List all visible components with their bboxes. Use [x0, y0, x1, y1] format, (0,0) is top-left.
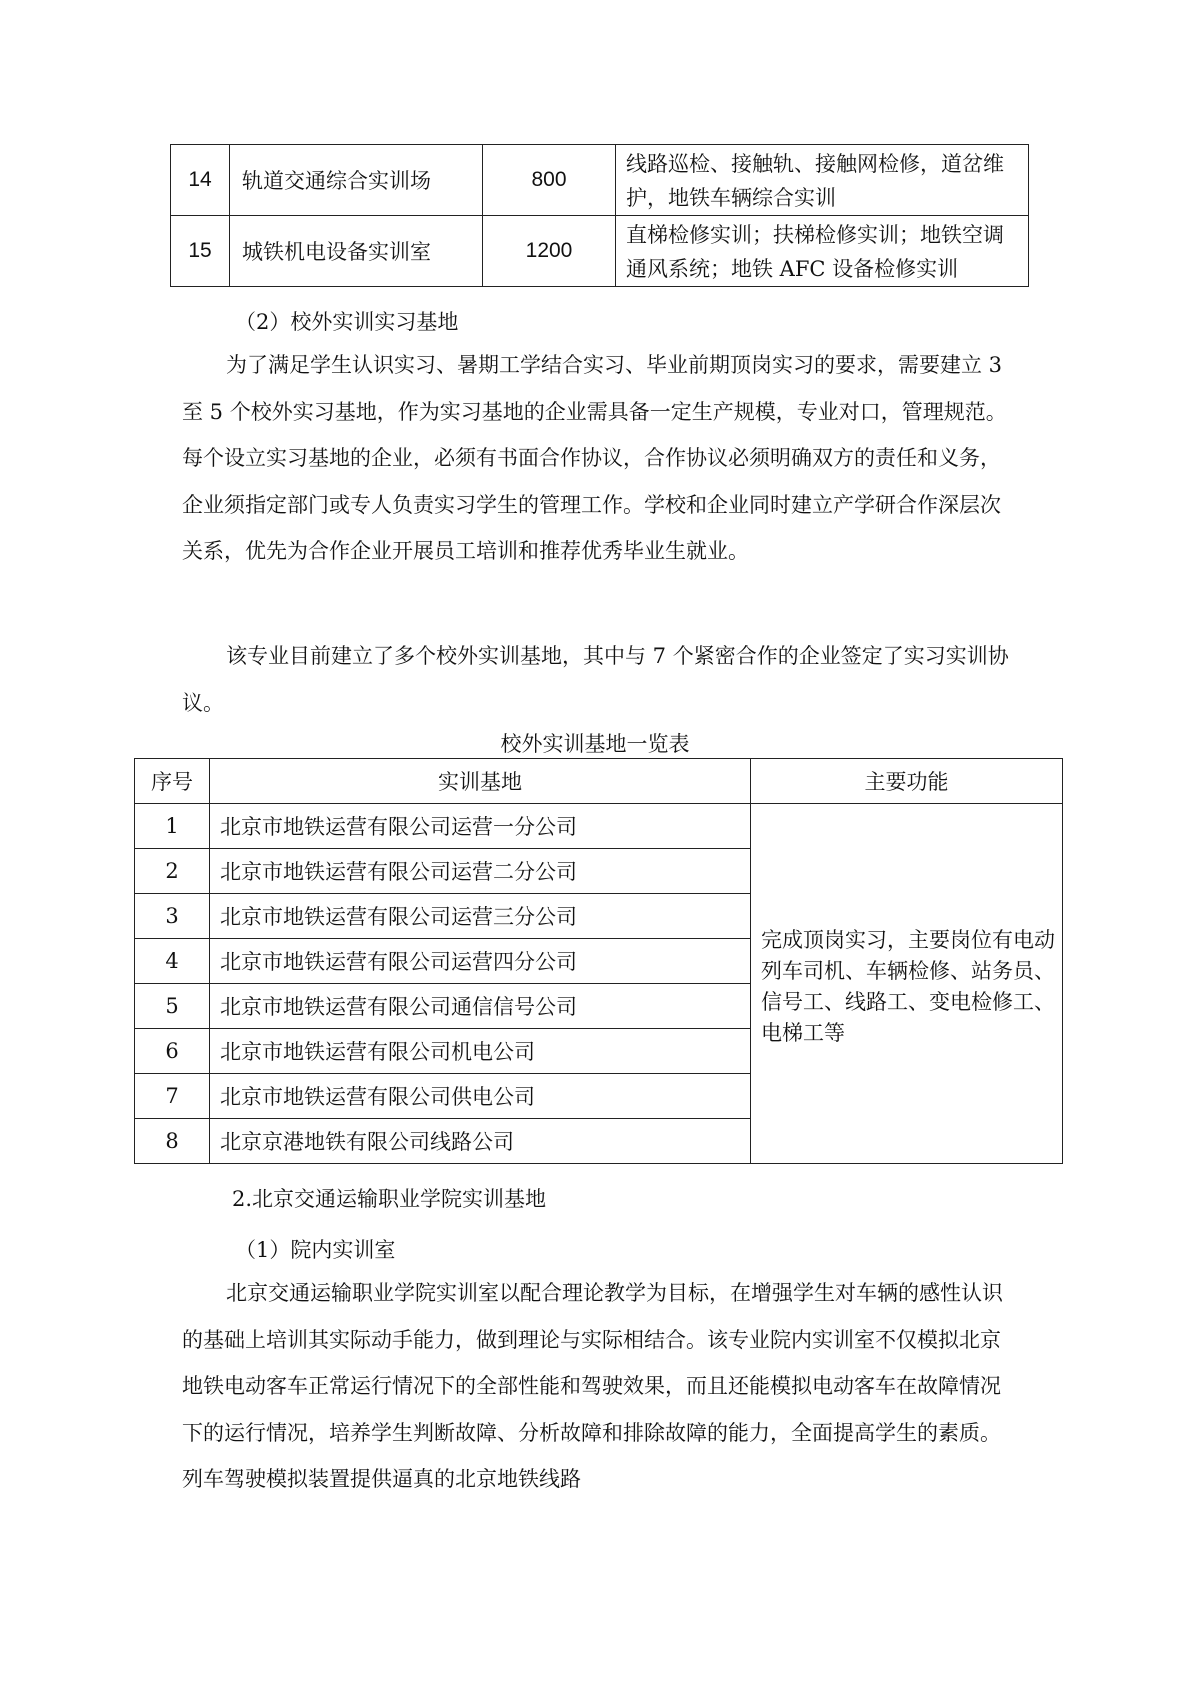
base-name: 北京市地铁运营有限公司运营二分公司	[210, 849, 751, 894]
room-function-text: 直梯检修实训；扶梯检修实训；地铁空调通风系统；地铁 AFC 设备检修实训	[626, 223, 1004, 281]
room-area: 800	[483, 145, 616, 216]
room-name: 轨道交通综合实训场	[230, 145, 483, 216]
table-row	[171, 145, 1029, 216]
row-number: 15	[171, 216, 230, 287]
base-name: 北京市地铁运营有限公司通信信号公司	[210, 984, 751, 1029]
training-room-table	[170, 144, 1029, 287]
section-heading: 2.北京交通运输职业学院实训基地	[232, 1187, 547, 1211]
row-number: 4	[135, 939, 210, 984]
base-name: 北京市地铁运营有限公司机电公司	[210, 1029, 751, 1074]
room-name: 城铁机电设备实训室	[230, 216, 483, 287]
table-row	[171, 216, 1029, 287]
row-number: 14	[171, 145, 230, 216]
table-caption: 校外实训基地一览表	[500, 732, 690, 756]
base-name: 北京京港地铁有限公司线路公司	[210, 1119, 751, 1164]
paragraph: 北京交通运输职业学院实训室以配合理论教学为目标，在增强学生对车辆的感性认识的基础上培训其实际动手能力，做到理论与实际相结合。该专业院内实训室不仅模拟北京地铁电动客车正常运行情况下的全部性能和驾驶效果，而且还能模拟电动客车在故障情况下的运行情况，培养学生判断故障、分析故障和排除故障的能力，全面提高学生的素质。列车驾驶模拟装置提供逼真的北京地铁线路	[182, 1281, 1003, 1491]
header-base: 实训基地	[210, 759, 751, 804]
row-number: 5	[135, 984, 210, 1029]
room-function-text: 线路巡检、接触轨、接触网检修，道岔维护，地铁车辆综合实训	[626, 152, 1004, 210]
section-heading: （2）校外实训实习基地	[235, 310, 459, 334]
header-function: 主要功能	[751, 759, 1063, 804]
header-number: 序号	[135, 759, 210, 804]
room-function	[616, 145, 1029, 216]
base-name: 北京市地铁运营有限公司运营三分公司	[210, 894, 751, 939]
row-number: 7	[135, 1074, 210, 1119]
paragraph: 为了满足学生认识实习、暑期工学结合实习、毕业前期顶岗实习的要求，需要建立 3 至 5 个校外实习基地，作为实习基地的企业需具备一定生产规模，专业对口，管理规范。每个设立实习基地的企业，必须有书面合作协议，合作协议必须明确双方的责任和义务，企业须指定部门或专人负责实习学生的管理工作。学校和企业同时建立产学研合作深层次关系，优先为合作企业开展员工培训和推荐优秀毕业生就业。	[182, 353, 1007, 563]
base-name: 北京市地铁运营有限公司运营四分公司	[210, 939, 751, 984]
row-number: 3	[135, 894, 210, 939]
room-area: 1200	[483, 216, 616, 287]
external-bases-table	[134, 758, 1063, 1164]
base-name: 北京市地铁运营有限公司运营一分公司	[210, 804, 751, 849]
base-function: 完成顶岗实习，主要岗位有电动列车司机、车辆检修、站务员、信号工、线路工、变电检修工、电梯工等	[751, 804, 1063, 1164]
sub-heading: （1）院内实训室	[235, 1238, 396, 1262]
base-name: 北京市地铁运营有限公司供电公司	[210, 1074, 751, 1119]
row-number: 8	[135, 1119, 210, 1164]
row-number: 2	[135, 849, 210, 894]
row-number: 1	[135, 804, 210, 849]
table-row	[135, 804, 1063, 849]
row-number: 6	[135, 1029, 210, 1074]
room-function	[616, 216, 1029, 287]
paragraph: 该专业目前建立了多个校外实训基地，其中与 7 个紧密合作的企业签定了实习实训协议。	[182, 644, 1009, 715]
table-header-row	[135, 759, 1063, 804]
